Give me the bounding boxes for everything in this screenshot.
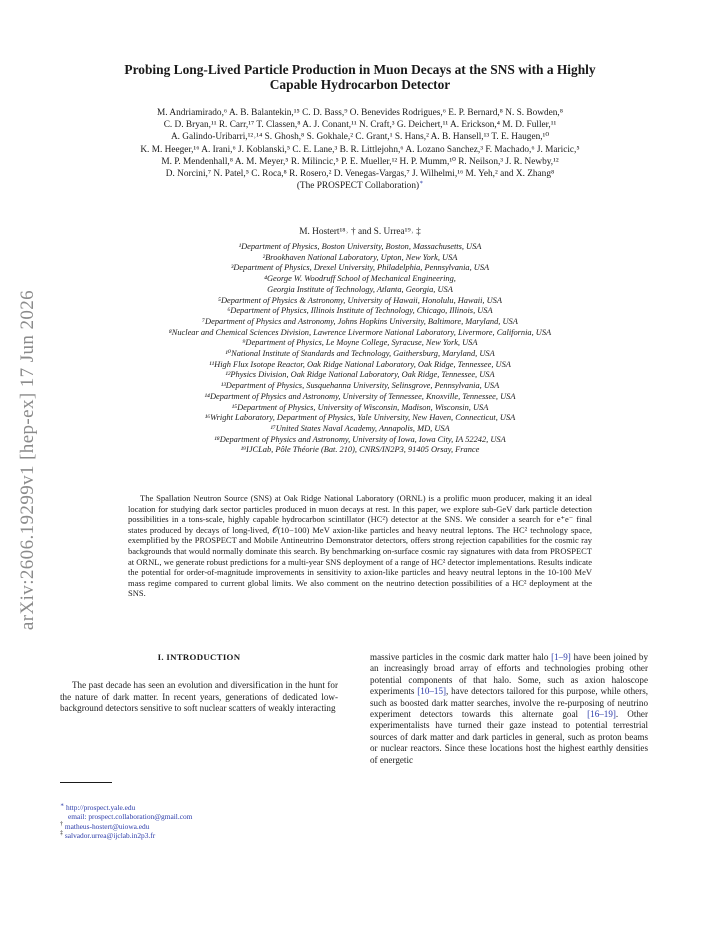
footnote [60, 822, 360, 831]
footnote [60, 803, 360, 812]
collaboration-footnote-mark[interactable]: ∗ [419, 180, 424, 187]
collaboration-name: (The PROSPECT Collaboration) [296, 181, 420, 192]
footnote [60, 812, 360, 821]
footnote-mark: ‡ [60, 830, 63, 837]
intro-text: . Other experimentalists have turned their gaze instead to potential terrestrial sources of dark matter and dark particles in general, such as proton beams or nuclear reactors. Since these locations host the highest earthly densities of energetic [370, 709, 648, 765]
footnotes [60, 803, 360, 840]
email-link[interactable]: prospect.collaboration@gmail.com [88, 812, 193, 822]
arxiv-identifier: arXiv:2606.19299v1 [hep-ex] 17 Jun 2026 [17, 289, 38, 631]
title-line-2: Capable Hydrocarbon Detector [269, 77, 451, 92]
affiliation-list [40, 242, 680, 456]
email-link[interactable]: salvador.urrea@ijclab.in2p3.fr [64, 830, 156, 840]
author-list [40, 107, 680, 192]
abstract-text: The Spallation Neutron Source (SNS) at Oak Ridge National Laboratory (ORNL) is a prolific muon producer, making it an ideal location for studying dark sector particles produced in muon decays at rest. In this paper, we explore sub-GeV dark particle detection possibilities in a tons-scale, highly capable hydrocarbon scintillator (HC²) detector at the SNS. We consider a search for e⁺e⁻ final states produced by decays of long-lived, 𝒪(10−100) MeV axion-like particles and heavy neutral leptons. The HC² technology space, exemplified by the PROSPECT and Mobile Antineutrino Demonstrator detectors, offers strong rejection capabilities for the cosmic ray backgrounds that would normally dominate this search. By benchmarking on-surface cosmic ray signatures with data from PROSPECT at ORNL, we generate robust predictions for a multi-year SNS deployment of a range of HC² detector implementations. Results indicate the potential for order-of-magnitude improvements in sensitivity to axion-like particles and heavy neutral leptons in the 10-100 MeV mass regime compared to current global limits. We also comment on the neutrino detection possibilities of a HC² deployment at the SNS. [128, 493, 592, 599]
intro-paragraph-left: The past decade has seen an evolution and diversification in the hunt for the nature of dark matter. In recent years, generations of dedicated low-background detectors sensitive to soft nuclear scatters of weakly interacting [60, 680, 338, 714]
abstract [128, 493, 592, 599]
intro-text: have been joined by an increasingly broad array of efforts and technologies probing other potential components of that halo. Some, such as axion haloscope experiments [370, 652, 648, 697]
author-line: A. Galindo-Uribarri,¹²˒¹⁴ S. Ghosh,⁸ S. Gokhale,² C. Grant,¹ S. Hans,² A. B. Hansell,¹³ T. E. Haugen,¹⁰ [170, 132, 550, 143]
title-line-1: Probing Long-Lived Particle Production in Muon Decays at the SNS with a Highly [124, 62, 596, 77]
affiliation: ¹³Department of Physics, Susquehanna University, Selinsgrove, Pennsylvania, USA [220, 381, 500, 391]
author-line: K. M. Heeger,¹⁶ A. Irani,⁶ J. Koblanski,⁵ C. E. Lane,³ B. R. Littlejohn,⁶ A. Lozano Sanchez,³ F. Machado,⁶ J. Maricic,⁵ [140, 144, 580, 155]
affiliation: ⁷Department of Physics and Astronomy, Johns Hopkins University, Baltimore, Maryland, USA [202, 316, 518, 326]
affiliation: ¹²Physics Division, Oak Ridge National Laboratory, Oak Ridge, Tennessee, USA [225, 370, 495, 380]
paper-title [70, 62, 650, 92]
email-label: email: [68, 812, 89, 822]
affiliation: ²Brookhaven National Laboratory, Upton, New York, USA [262, 252, 458, 262]
intro-text: , have detectors tailored for this purpose, while others, such as boosted dark matter searches, involve the re-purposing of neutrino experiment detectors towards this alternate goal [370, 686, 649, 720]
footnote-mark: ∗ [60, 802, 65, 809]
affiliation: ⁶Department of Physics, Illinois Institute of Technology, Chicago, Illinois, USA [227, 306, 493, 316]
author-line: M. P. Mendenhall,⁸ A. M. Meyer,⁵ R. Milincic,⁵ P. E. Mueller,¹² H. P. Mumm,¹⁰ R. Neilson,³ J. R. Newby,¹² [161, 156, 559, 167]
affiliation: ¹¹High Flux Isotope Reactor, Oak Ridge National Laboratory, Oak Ridge, Tennessee, USA [209, 359, 511, 369]
affiliation: ¹⁶Wright Laboratory, Department of Physics, Yale University, New Haven, Connecticut, USA [204, 413, 516, 423]
affiliation: ¹⁰National Institute of Standards and Technology, Gaithersburg, Maryland, USA [225, 349, 495, 359]
right-column [370, 652, 648, 766]
affiliation: ³Department of Physics, Drexel University, Philadelphia, Pennsylvania, USA [230, 263, 490, 273]
affiliation: ⁸Nuclear and Chemical Sciences Division, Lawrence Livermore National Laboratory, Livermore, California, USA [168, 327, 552, 337]
intro-text: massive particles in the cosmic dark matter halo [370, 652, 552, 662]
section-heading: I. INTRODUCTION [157, 652, 241, 662]
author-line: M. Andriamirado,⁶ A. B. Balantekin,¹⁵ C. D. Bass,⁹ O. Benevides Rodrigues,⁶ E. P. Bernard,⁸ N. S. Bowden,⁸ [157, 108, 563, 118]
affiliation: ¹Department of Physics, Boston University, Boston, Massachusetts, USA [238, 242, 482, 251]
collaboration-line [40, 180, 680, 192]
affiliation: ¹⁷United States Naval Academy, Annapolis, MD, USA [270, 423, 450, 433]
affiliation: ⁹Department of Physics, Le Moyne College, Syracuse, New York, USA [242, 338, 478, 348]
footnote-mark: † [60, 821, 63, 828]
affiliation: ¹⁹IJCLab, Pôle Théorie (Bat. 210), CNRS/IN2P3, 91405 Orsay, France [240, 445, 480, 455]
footnote [60, 831, 360, 840]
citation-link[interactable]: [16–19] [587, 709, 616, 720]
affiliation: ¹⁸Department of Physics and Astronomy, University of Iowa, Iowa City, IA 52242, USA [214, 434, 506, 444]
citation-link[interactable]: [1–9] [551, 652, 571, 662]
email-link[interactable]: matheus-hostert@uiowa.edu [64, 821, 150, 831]
affiliation: ¹⁵Department of Physics, University of Wisconsin, Madison, Wisconsin, USA [231, 402, 489, 412]
left-column [60, 652, 338, 715]
website-link[interactable]: http://prospect.yale.edu [65, 803, 136, 812]
affiliation: Georgia Institute of Technology, Atlanta, Georgia, USA [267, 284, 453, 294]
theory-authors: M. Hostert¹⁸˒ † and S. Urrea¹⁹˒ ‡ [299, 227, 421, 237]
intro-paragraph-right [370, 652, 648, 766]
affiliation: ⁵Department of Physics & Astronomy, University of Hawaii, Honolulu, Hawaii, USA [218, 295, 502, 305]
citation-link[interactable]: [10–15] [417, 686, 447, 697]
footnote-rule [60, 782, 112, 783]
affiliation: ¹⁴Department of Physics and Astronomy, University of Tennessee, Knoxville, Tennessee, USA [204, 391, 516, 401]
author-line: D. Norcini,⁷ N. Patel,⁵ C. Roca,⁸ R. Rosero,² D. Venegas-Vargas,⁷ J. Wilhelmi,¹⁶ M. Yeh,² and X. Zhang⁸ [165, 169, 555, 180]
author-line: C. D. Bryan,¹¹ R. Carr,¹⁷ T. Classen,⁸ A. J. Conant,¹¹ N. Craft,³ G. Deichert,¹¹ A. Erickson,⁴ M. D. Fuller,¹¹ [163, 120, 557, 131]
affiliation: ⁴George W. Woodruff School of Mechanical Engineering, [264, 274, 456, 284]
